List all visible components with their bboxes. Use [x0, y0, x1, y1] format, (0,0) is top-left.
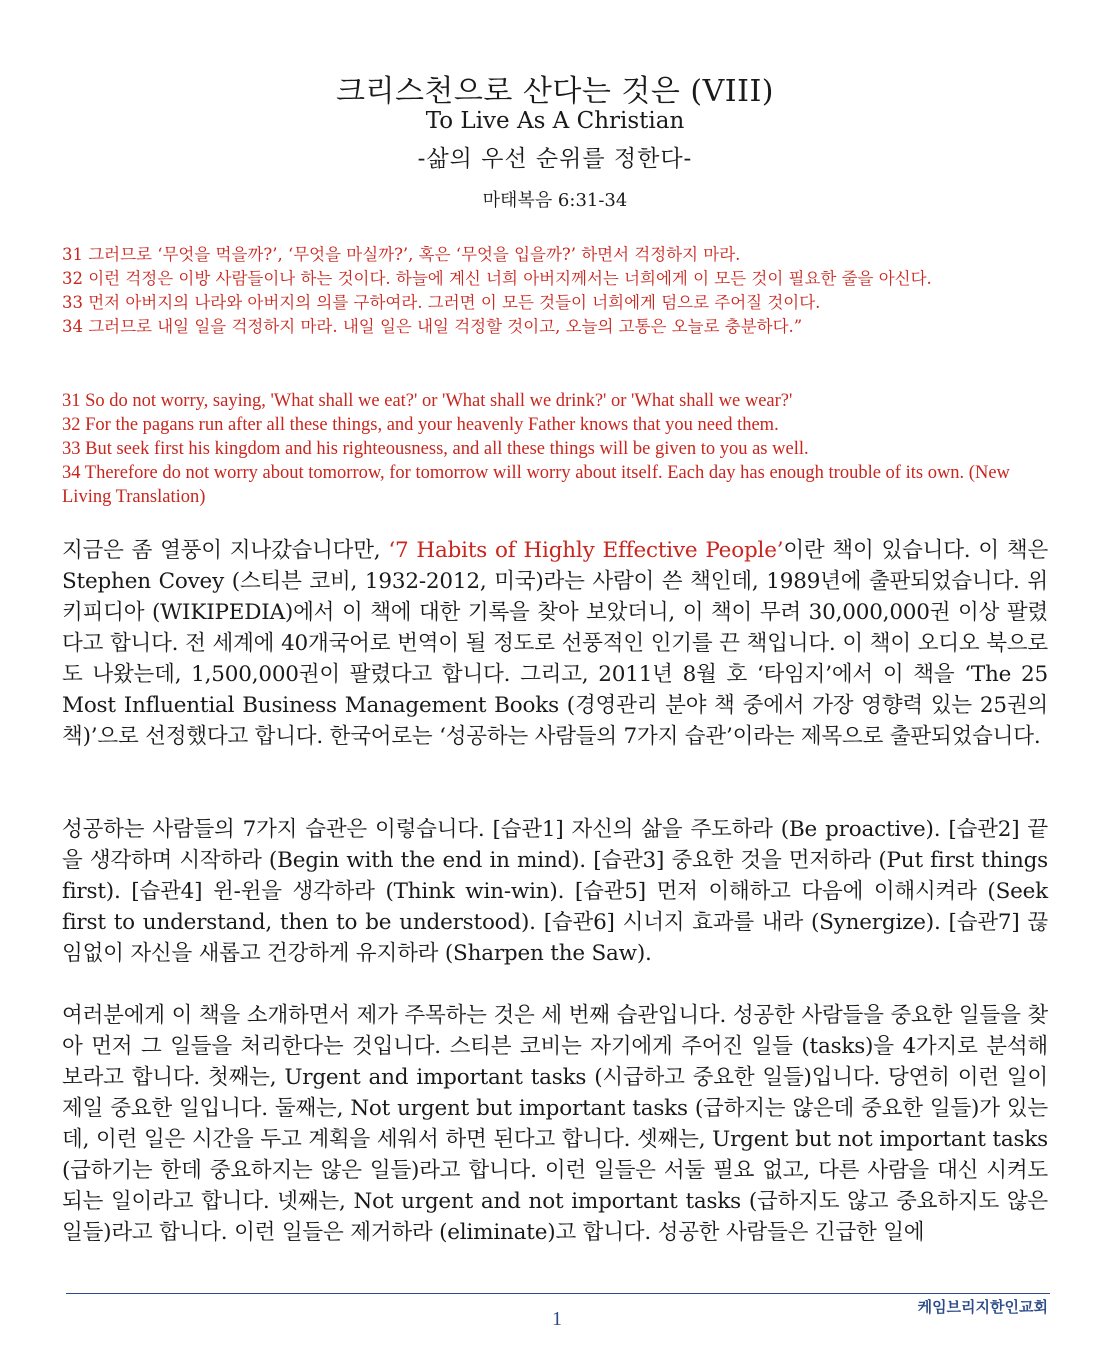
verse-en-31: 31 So do not worry, saying, 'What shall we eat?' or 'What shall we drink?' or 'What shall we wear?' — [62, 391, 793, 411]
book-title-highlight: ‘7 Habits of Highly Effective People’ — [388, 538, 784, 563]
verse-ko-32: 32 이런 걱정은 이방 사람들이나 하는 것이다. 하늘에 계신 너희 아버지께서는 너희에게 이 모든 것이 필요한 줄을 아신다. — [62, 269, 932, 288]
verses-english — [62, 389, 1048, 509]
paragraph-2: 성공하는 사람들의 7가지 습관은 이렇습니다. [습관1] 자신의 삶을 주도하라 (Be proactive). [습관2] 끝을 생각하며 시작하라 (Begin with the end in mind). [습관3] 중요한 것을 먼저하라 (Put first things first). [습관4] 윈-윈을 생각하라 (Think win-win). [습관5] 먼저 이해하고 다음에 이해시켜라 (Seek first to understand, then to be understood). [습관6] 시너지 효과를 내라 (Synergize). [습관7] 끊임없이 자신을 새롭고 건강하게 유지하라 (Sharpen the Saw). — [62, 817, 1048, 966]
scripture-reference: 마태복음 6:31-34 — [482, 190, 628, 211]
paragraph-3: 여러분에게 이 책을 소개하면서 제가 주목하는 것은 세 번째 습관입니다. 성공한 사람들을 중요한 일들을 찾아 먼저 그 일들을 처리한다는 것입니다. 스티븐 코비는 자기에게 주어진 일들 (tasks)을 4가지로 분석해 보라고 합니다. 첫째는, Urgent and important tasks (시급하고 중요한 일들)입니다. 당연히 이런 일이 제일 중요한 일입니다. 둘째는, Not urgent but important tasks (급하지는 않은데 중요한 일들)가 있는데, 이런 일은 시간을 두고 계획을 세워서 하면 된다고 합니다. 셋째는, Urgent but not important tasks (급하기는 한데 중요하지는 않은 일들)라고 합니다. 이런 일들은 서둘 필요 없고, 다른 사람을 대신 시켜도 되는 일이라고 합니다. 넷째는, Not urgent and not important tasks (급하지도 않고 중요하지도 않은 일들)라고 합니다. 이런 일들은 제거하라 (eliminate)고 합니다. 성공한 사람들은 긴급한 일에 — [62, 1003, 1048, 1245]
page-subtitle-korean: -삶의 우선 순위를 정한다- — [417, 146, 693, 172]
verses-korean — [62, 243, 1048, 339]
verse-ko-34: 34 그러므로 내일 일을 걱정하지 마라. 내일 일은 내일 걱정할 것이고, 오늘의 고통은 오늘로 충분하다.” — [62, 317, 803, 336]
verse-en-32: 32 For the pagans run after all these things, and your heavenly Father knows that you need them. — [62, 415, 779, 435]
page-title: 크리스천으로 산다는 것은 (VIII) — [335, 74, 774, 109]
verse-en-33: 33 But seek first his kingdom and his righteousness, and all these things will be given to you as well. — [62, 439, 809, 459]
verse-ko-31: 31 그러므로 ‘무엇을 먹을까?’, ‘무엇을 마실까?’, 혹은 ‘무엇을 입을까?’ 하면서 걱정하지 마라. — [62, 245, 741, 264]
page-subtitle: To Live As A Christian — [425, 108, 685, 134]
verse-ko-33: 33 먼저 아버지의 나라와 아버지의 의를 구하여라. 그러면 이 모든 것들이 너희에게 덤으로 주어질 것이다. — [62, 293, 821, 312]
church-name: 케임브리지한인교회 — [917, 1298, 1048, 1316]
footer-divider — [66, 1293, 1050, 1294]
paragraph-1-intro: 지금은 좀 열풍이 지나갔습니다만, — [62, 538, 389, 563]
paragraph-1 — [62, 535, 1048, 752]
page-number: 1 — [552, 1308, 562, 1330]
verse-en-34: 34 Therefore do not worry about tomorrow, for tomorrow will worry about itself. Each day has enough trouble of its own. (New Living Translation) — [62, 463, 1010, 507]
paragraph-1-body: 이란 책이 있습니다. 이 책은 Stephen Covey (스티븐 코비, 1932-2012, 미국)라는 사람이 쓴 책인데, 1989년에 출판되었습니다. 위키피디아 (WIKIPEDIA)에서 이 책에 대한 기록을 찾아 보았더니, 이 책이 무려 30,000,000권 이상 팔렸다고 합니다. 전 세계에 40개국어로 번역이 될 정도로 선풍적인 인기를 끈 책입니다. 이 책이 오디오 북으로도 나왔는데, 1,500,000권이 팔렸다고 합니다. 그리고, 2011년 8월 호 ‘타임지’에서 이 책을 ‘The 25 Most Influential Business Management Books (경영관리 분야 책 중에서 가장 영향력 있는 25권의 책)’으로 선정했다고 합니다. 한국어로는 ‘성공하는 사람들의 7가지 습관’이라는 제목으로 출판되었습니다. — [62, 538, 1049, 749]
